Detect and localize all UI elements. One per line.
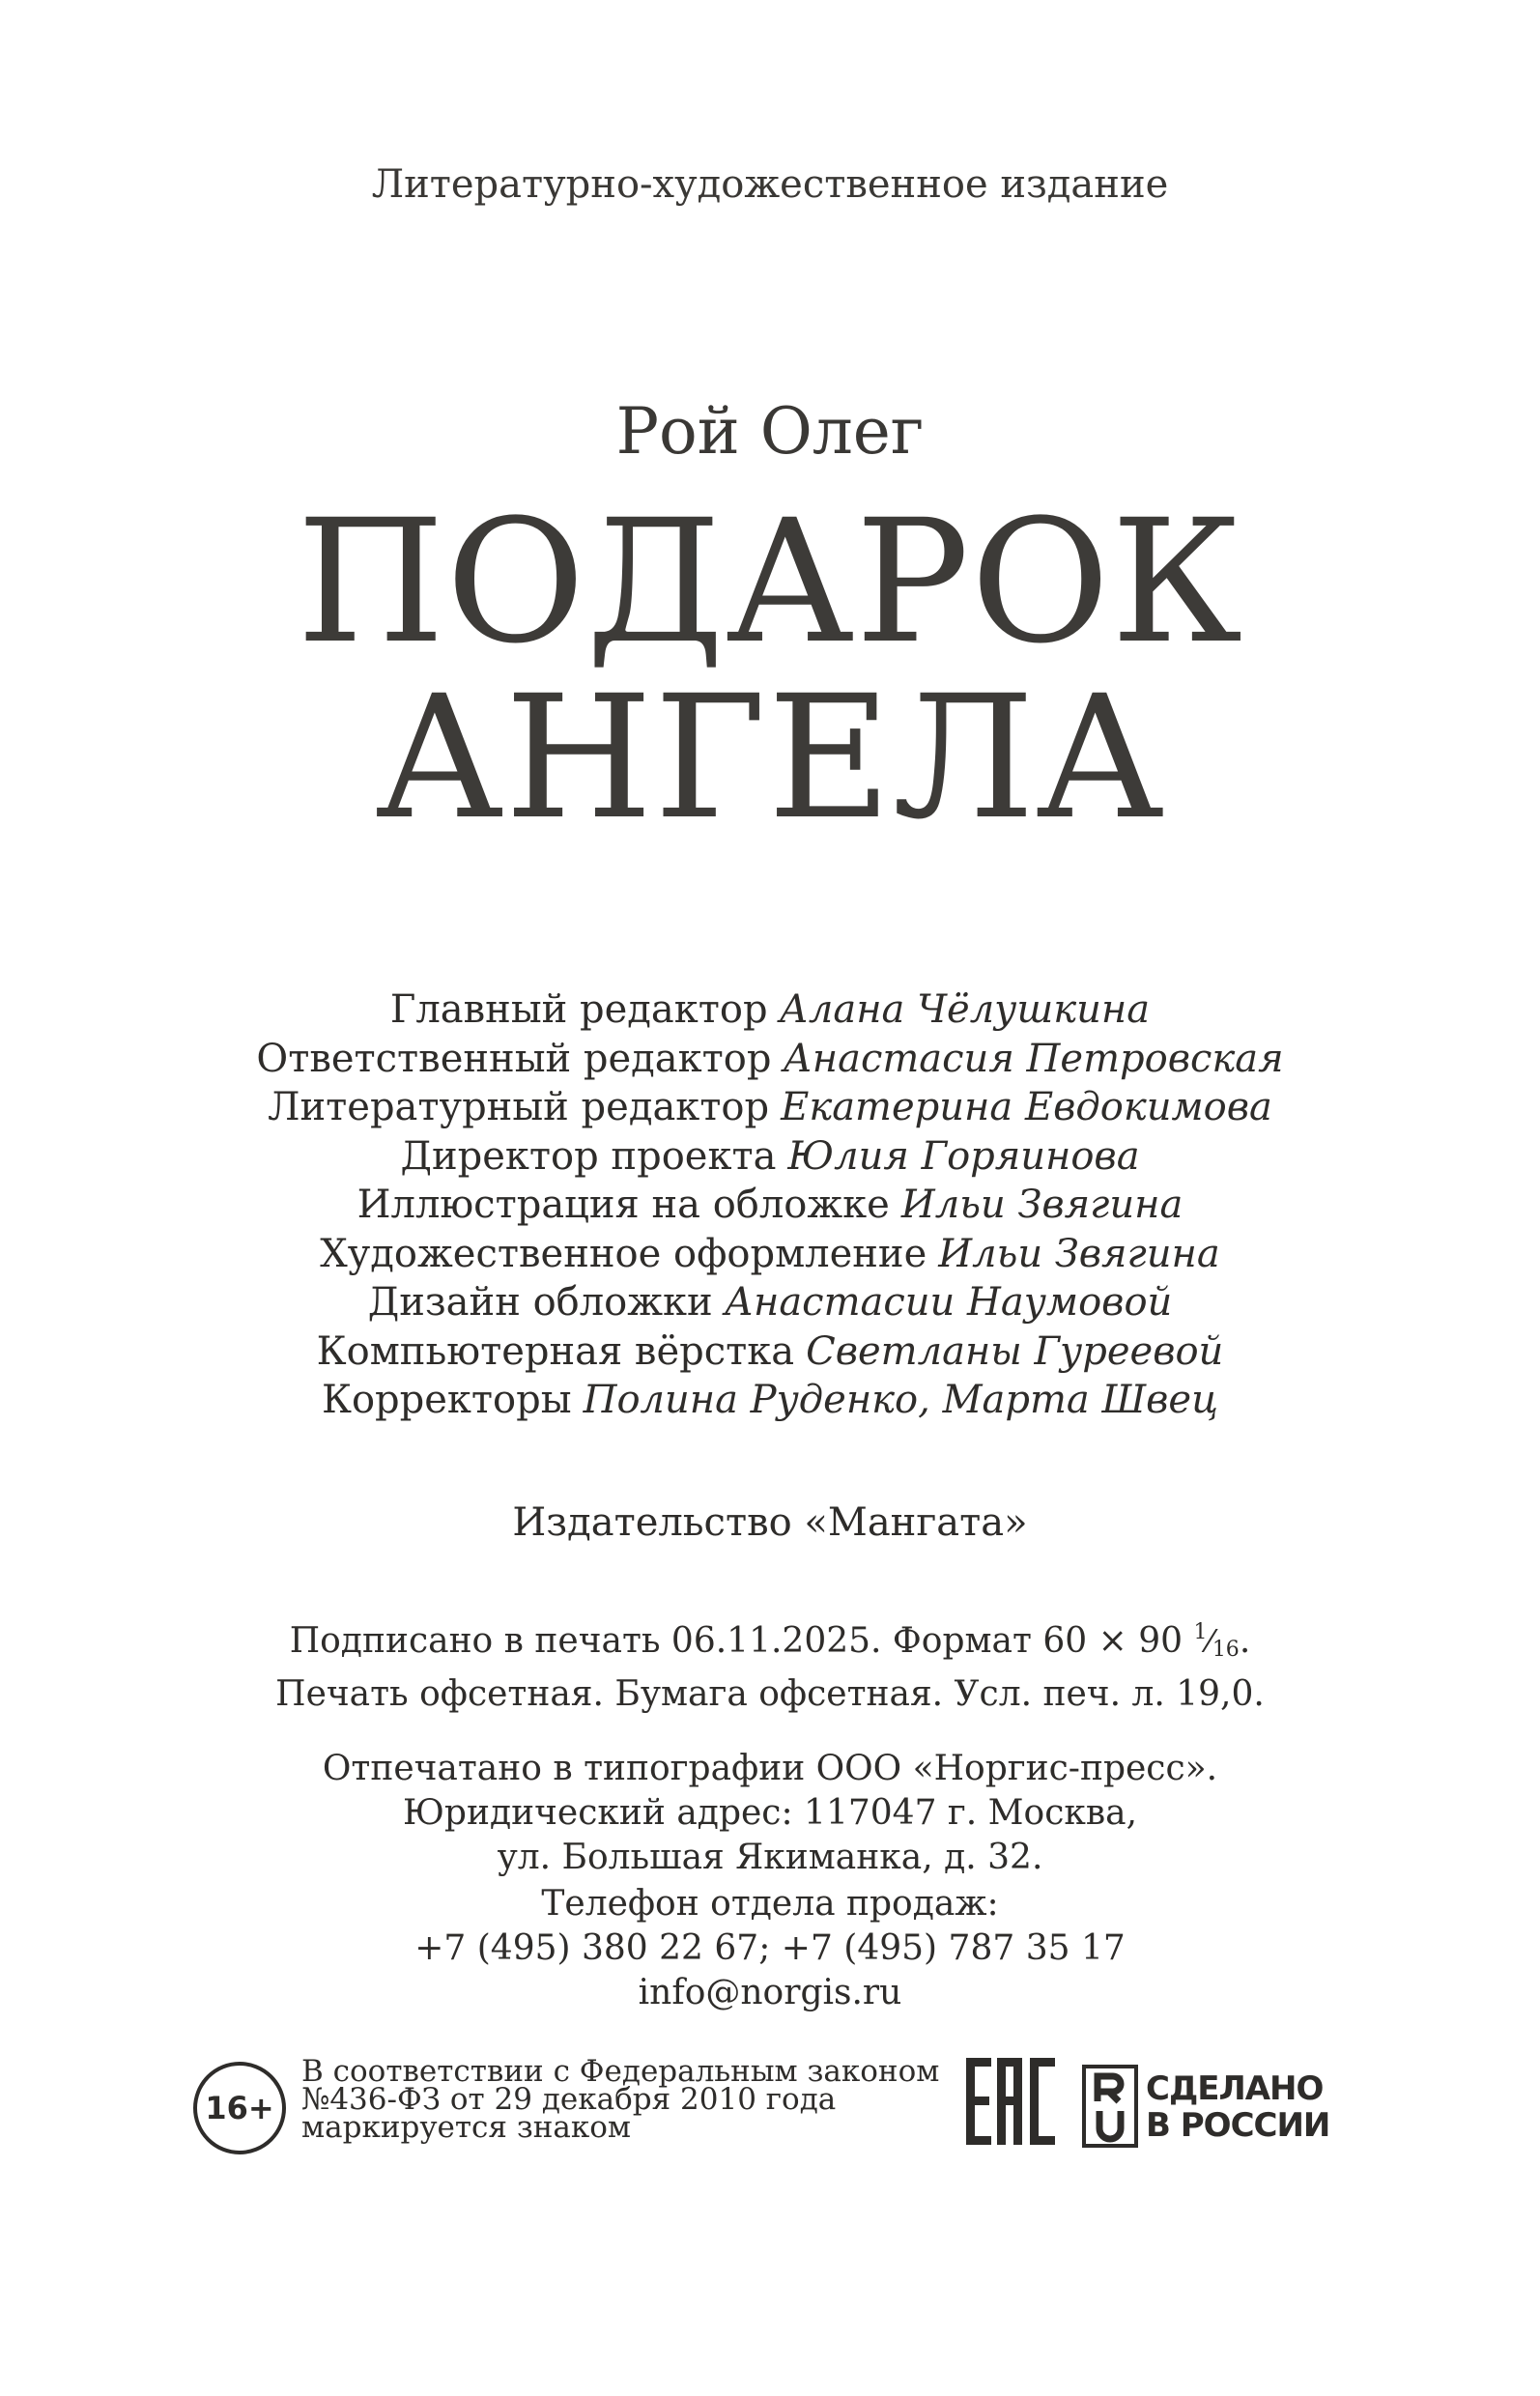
credit-role: Литературный редактор xyxy=(268,1085,770,1129)
print-info-end: . xyxy=(1239,1621,1251,1661)
law-notice-line-2: №436-ФЗ от 29 декабря 2010 года xyxy=(301,2082,837,2117)
law-notice-line-3: маркируется знаком xyxy=(301,2110,632,2145)
made-in-russia-mark xyxy=(1082,2065,1368,2148)
book-title-line-1: ПОДАРОК xyxy=(296,483,1244,681)
format-slash: ⁄ xyxy=(1207,1623,1212,1660)
age-rating-badge: 16+ xyxy=(193,2062,286,2154)
book-title xyxy=(0,483,1540,857)
credit-row xyxy=(0,1230,1540,1279)
credit-role: Ответственный редактор xyxy=(256,1036,772,1081)
made-in-russia-line-1: СДЕЛАНО xyxy=(1146,2069,1324,2108)
author-name: Рой Олег xyxy=(615,394,925,469)
credit-role: Художественное оформление xyxy=(320,1231,927,1276)
credit-row xyxy=(0,1132,1540,1182)
printer-info-line-2: Юридический адрес: 117047 г. Москва, xyxy=(402,1793,1138,1833)
publisher-name: Издательство «Мангата» xyxy=(512,1500,1028,1545)
credit-row xyxy=(0,1327,1540,1377)
print-info-line-1 xyxy=(0,1611,1540,1672)
print-info xyxy=(0,1611,1540,1717)
sales-info xyxy=(0,1882,1540,2015)
edition-type: Литературно-художественное издание xyxy=(371,162,1169,207)
credit-role: Главный редактор xyxy=(389,987,768,1032)
credit-role: Дизайн обложки xyxy=(367,1280,713,1325)
credit-role: Иллюстрация на обложке xyxy=(356,1183,890,1227)
credit-role: Директор проекта xyxy=(400,1133,777,1179)
format-denominator: 16 xyxy=(1212,1638,1240,1662)
printer-info-line-3: ул. Большая Якиманка, д. 32. xyxy=(497,1838,1043,1877)
sales-phone-numbers: +7 (495) 380 22 67; +7 (495) 787 35 17 xyxy=(414,1928,1126,1968)
print-info-line-2: Печать офсетная. Бумага офсетная. Усл. печ. л. 19,0. xyxy=(275,1674,1265,1714)
credit-row xyxy=(0,1376,1540,1425)
format-fraction xyxy=(1193,1621,1239,1661)
book-title-line-2: АНГЕЛА xyxy=(375,659,1165,857)
credit-role: Компьютерная вёрстка xyxy=(316,1328,795,1374)
credit-person: Полина Руденко, Марта Швец xyxy=(583,1378,1218,1422)
credit-row xyxy=(0,1181,1540,1230)
law-notice-line-1: В соответствии с Федеральным законом xyxy=(301,2054,940,2089)
credit-row xyxy=(0,1278,1540,1327)
credit-person: Алана Чёлушкина xyxy=(779,987,1151,1032)
credit-person: Ильи Звягина xyxy=(938,1231,1220,1276)
made-in-russia-line-2: В РОССИИ xyxy=(1146,2106,1330,2145)
print-info-text: Подписано в печать 06.11.2025. Формат 60 × 90 xyxy=(289,1621,1184,1661)
sales-phone-label: Телефон отдела продаж: xyxy=(541,1884,999,1924)
eac-certification-icon xyxy=(966,2058,1055,2145)
credit-person: Ильи Звягина xyxy=(900,1183,1184,1227)
credit-person: Светланы Гуреевой xyxy=(806,1328,1224,1374)
printer-info xyxy=(0,1747,1540,1880)
law-notice xyxy=(301,2054,978,2145)
format-numerator: 1 xyxy=(1193,1620,1208,1644)
credit-person: Анастасия Петровская xyxy=(783,1036,1284,1081)
credit-row xyxy=(0,1035,1540,1084)
sales-email: info@norgis.ru xyxy=(638,1973,902,2012)
credit-row xyxy=(0,985,1540,1035)
credit-row xyxy=(0,1083,1540,1132)
credits-list xyxy=(0,985,1540,1425)
credit-person: Юлия Горяинова xyxy=(787,1133,1140,1179)
ru-emblem-icon xyxy=(1082,2065,1138,2148)
credit-person: Анастасии Наумовой xyxy=(724,1280,1173,1325)
credit-person: Екатерина Евдокимова xyxy=(781,1085,1272,1129)
printer-info-line-1: Отпечатано в типографии ООО «Норгис-пресс». xyxy=(322,1749,1218,1788)
credit-role: Корректоры xyxy=(322,1378,572,1422)
